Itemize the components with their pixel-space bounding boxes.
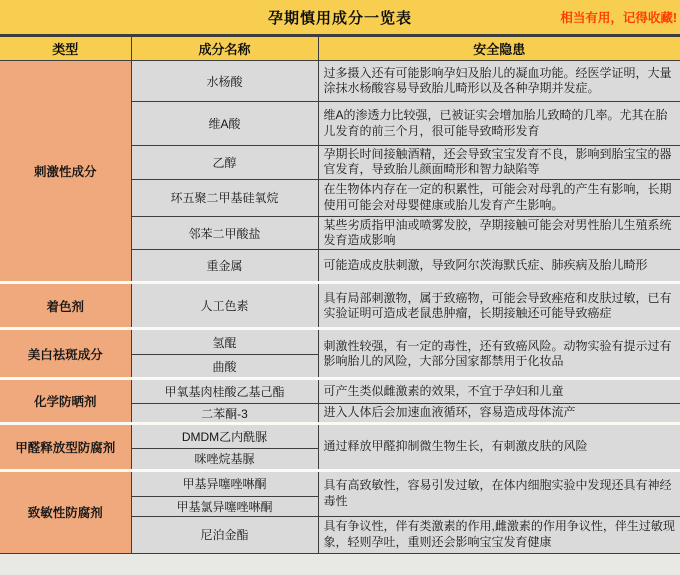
hazard-cell: 某些劣质指甲油或喷雾发胶，孕期接触可能会对男性胎儿生殖系统发育造成影响 [318,216,680,250]
column-header-hazard: 安全隐患 [318,37,680,61]
category-cell: 刺激性成分 [0,61,131,283]
ingredient-cell: 维A酸 [131,102,318,146]
column-header-name: 成分名称 [131,37,318,61]
save-reminder-note: 相当有用，记得收藏! [560,11,677,25]
table-row [0,61,680,102]
hazard-cell: 具有高致敏性，容易引发过敏，在体内细胞实验中发现还具有神经毒性 [318,470,680,516]
ingredient-cell: 人工色素 [131,283,318,329]
ingredient-cell: 乙醇 [131,146,318,180]
category-cell: 化学防晒剂 [0,379,131,423]
ingredient-cell: 重金属 [131,250,318,283]
hazard-cell: 可产生类似雌激素的效果，不宜于孕妇和儿童 [318,379,680,404]
category-cell: 致敏性防腐剂 [0,470,131,553]
hazard-cell: 维A的渗透力比较强，已被证实会增加胎儿致畸的几率。尤其在胎儿发育的前三个月，很可能导致畸形发育 [318,102,680,146]
ingredients-table [0,36,680,554]
ingredient-cell: 尼泊金酯 [131,516,318,553]
category-cell: 甲醛释放型防腐剂 [0,423,131,470]
ingredient-cell: 咪唑烷基脲 [131,448,318,470]
table-row [0,283,680,329]
table-row [0,470,680,496]
hazard-cell: 过多摄入还有可能影响孕妇及胎儿的凝血功能。经医学证明，大量涂抹水杨酸容易导致胎儿畸形以及各种孕期并发症。 [318,61,680,102]
ingredient-cell: 二苯酮-3 [131,404,318,423]
category-cell: 着色剂 [0,283,131,329]
hazard-cell: 可能造成皮肤刺激，导致阿尔茨海默氏症、肺疾病及胎儿畸形 [318,250,680,283]
hazard-cell: 具有局部刺激物，属于致癌物，可能会导致痤疮和皮肤过敏，已有实验证明可造成老鼠患肿瘤，长期接触还可能导致癌症 [318,283,680,329]
hazard-cell: 具有争议性，伴有类激素的作用,雌激素的作用争议性，伴生过敏现象，轻则孕吐，重则还会影响宝宝发育健康 [318,516,680,553]
hazard-cell: 通过释放甲醛抑制微生物生长，有刺激皮肤的风险 [318,423,680,470]
ingredient-cell: 水杨酸 [131,61,318,102]
column-header-type: 类型 [0,37,131,61]
table-row [0,423,680,448]
table-header-row [0,37,680,61]
page-title: 孕期慎用成分一览表 [267,9,412,27]
ingredient-cell: 邻苯二甲酸盐 [131,216,318,250]
ingredient-cell: 曲酸 [131,355,318,379]
category-cell: 美白祛斑成分 [0,329,131,379]
ingredient-cell: 甲基异噻唑啉酮 [131,470,318,496]
hazard-cell: 孕期长时间接触酒精，还会导致宝宝发育不良，影响到胎宝宝的器官发育，导致胎儿颜面畸形和智力缺陷等 [318,146,680,180]
title-bar [0,0,680,36]
ingredient-cell: 甲基氯异噻唑啉酮 [131,496,318,516]
table-row [0,329,680,355]
hazard-cell: 在生物体内存在一定的积累性，可能会对母乳的产生有影响，长期使用可能会对母婴健康或胎儿发育产生影响。 [318,179,680,216]
ingredient-cell: 氢醌 [131,329,318,355]
hazard-cell: 进入人体后会加速血液循环，容易造成母体流产 [318,404,680,423]
ingredient-cell: 甲氧基肉桂酸乙基己酯 [131,379,318,404]
table-row [0,379,680,404]
ingredient-cell: DMDM乙内酰脲 [131,423,318,448]
ingredient-cell: 环五聚二甲基硅氧烷 [131,179,318,216]
hazard-cell: 刺激性较强，有一定的毒性，还有致癌风险。动物实验有提示过有影响胎儿的风险，大部分国家都禁用于化妆品 [318,329,680,379]
